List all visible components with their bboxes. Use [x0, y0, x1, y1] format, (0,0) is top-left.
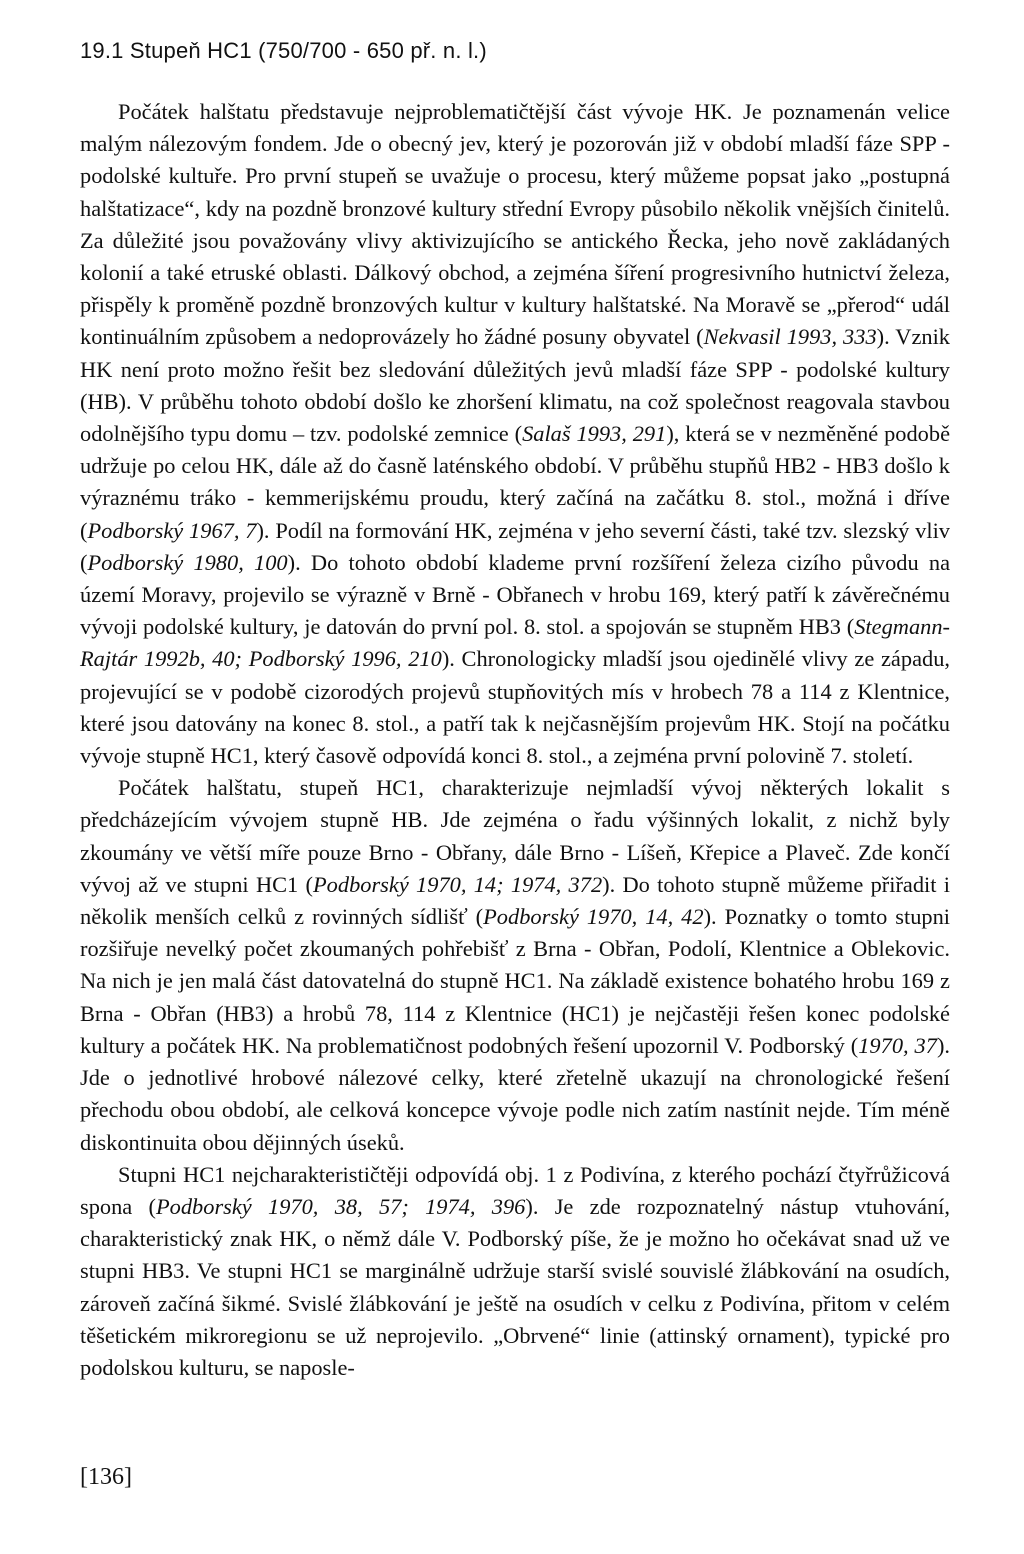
section-heading: 19.1 Stupeň HC1 (750/700 - 650 př. n. l.)	[80, 38, 487, 63]
text-run: ). Do tohoto období klademe první rozšíření železa cizího původu na území Moravy, projevilo se výrazně v Brně - Obřanech v hrobu 169, který patří k závěrečnému vývoji podolské kultury, je datován do první pol. 8. stol. a spojován se stupněm HB3 (	[80, 549, 951, 640]
citation: Podborský 1970, 14; 1974, 372	[313, 871, 603, 897]
text-run: Počátek halštatu představuje nejproblematičtější část vývoje HK. Je poznamenán velice malým nálezovým fondem. Jde o obecný jev, který je pozorován již v období mladší fáze SPP - podolské kultuře. Pro první stupeň se uvažuje o procesu, který můžeme popsat jako „postupná halštatizace“, kdy na pozdně bronzové kultury střední Evropy působilo několik vnějších činitelů. Za důležité jsou považovány vlivy aktivizujícího se antického Řecka, jeho nově zakládaných kolonií a také etruské oblasti. Dálkový obchod, a zejména šíření progresivního hutnictví železa, přispěly k proměně pozdně bronzových kultur v kultury halštatské. Na Moravě se „přerod“ udál kontinuálním způsobem a nedoprovázely ho žádné posuny obyvatel (	[80, 99, 950, 350]
citation: Podborský 1967, 7	[87, 517, 257, 543]
body-text	[80, 96, 950, 1384]
text-run: ). Podíl na formování HK, zejména v jeho severní části, také tzv. slezský vliv (	[80, 517, 950, 575]
paragraph	[80, 96, 950, 772]
citation: Podborský 1970, 38, 57; 1974, 396	[155, 1193, 526, 1219]
text-run: Stupni HC1 nejcharakterističtěji odpovídá obj. 1 z Podivína, z kterého pochází čtyřrůžicová spona (	[80, 1161, 950, 1219]
paragraph	[80, 1159, 950, 1384]
text-run: Počátek halštatu, stupeň HC1, charakterizuje nejmladší vývoj některých lokalit s předcházejícím vývojem stupně HB. Jde zejména o řadu výšinných lokalit, z nichž byly zkoumány ve větší míře pouze Brno - Obřany, dále Brno - Líšeň, Křepice a Plaveč. Zde končí vývoj až ve stupni HC1 (	[80, 775, 950, 897]
text-run: ). Jde o jednotlivé hrobové nálezové celky, které zřetelně ukazují na chronologické řešení přechodu obou období, ale celková koncepce vývoje podle nich zatím nastínit nejde. Tím méně diskontinuita obou dějinných úseků.	[80, 1032, 950, 1155]
paragraph	[80, 772, 950, 1158]
text-run: ). Chronologicky mladší jsou ojedinělé vlivy ze západu, projevující se v podobě cizorodých projevů stupňovitých mís v hrobech 78 a 114 z Klentnice, které jsou datovány na konec 8. stol., a patří tak k nejčasnějším projevům HK. Stojí na počátku vývoje stupně HC1, který časově odpovídá konci 8. stol., a zejména první polovině 7. století.	[80, 646, 950, 769]
citation: 1970, 37	[858, 1032, 937, 1058]
citation: Podborský 1970, 14, 42	[483, 904, 704, 930]
text-run: ). Je zde rozpoznatelný nástup vtuhování, charakteristický znak HK, o němž dále V. Podborský píše, že je možno ho očekávat snad už ve stupni HB3. Ve stupni HC1 se marginálně udržuje starší svislé souvislé žlábkování na osudích, zároveň začíná šikmé. Svislé žlábkování je ještě na osudích v celku z Podivína, přitom v celém těšetickém mikroregionu se už neprojevilo. „Obrvené“ linie (attinský ornament), typické pro podolskou kulturu, se naposle-	[80, 1193, 950, 1380]
citation: Podborský 1980, 100	[87, 549, 288, 575]
citation: Nekvasil 1993, 333	[703, 324, 877, 350]
text-run: ). Vznik HK není proto možno řešit bez sledování důležitých jevů mladší fáze SPP - podolské kultury (HB). V průběhu tohoto období došlo ke zhoršení klimatu, na což společnost reagovala stavbou odolnějšího typu domu – tzv. podolské zemnice (	[80, 324, 951, 447]
page-number: [136]	[80, 1464, 132, 1490]
text-run: ), která se v nezměněné podobě udržuje po celou HK, dále až do časně laténského období. V průběhu stupňů HB2 - HB3 došlo k výraznému tráko - kemmerijskému proudu, který začíná na začátku 8. stol., možná i dříve (	[80, 421, 951, 543]
citation: Stegmann-Rajtár 1992b, 40; Podborský 1996, 210	[80, 614, 950, 672]
citation: Salaš 1993, 291	[522, 421, 667, 447]
text-run: ). Poznatky o tomto stupni rozšiřuje nevelký počet zkoumaných pohřebišť z Brna - Obřan, Podolí, Klentnice a Oblekovic. Na nich je jen malá část datovatelná do stupně HC1. Na základě existence bohatého hrobu 169 z Brna - Obřan (HB3) a hrobů 78, 114 z Klentnice (HC1) je nejčastěji řešen konec podolské kultury a počátek HK. Na problematičnost podobných řešení upozornil V. Podborský (	[80, 904, 951, 1058]
text-run: ). Do tohoto stupně můžeme přiřadit i několik menších celků z rovinných sídlišť (	[80, 871, 951, 930]
